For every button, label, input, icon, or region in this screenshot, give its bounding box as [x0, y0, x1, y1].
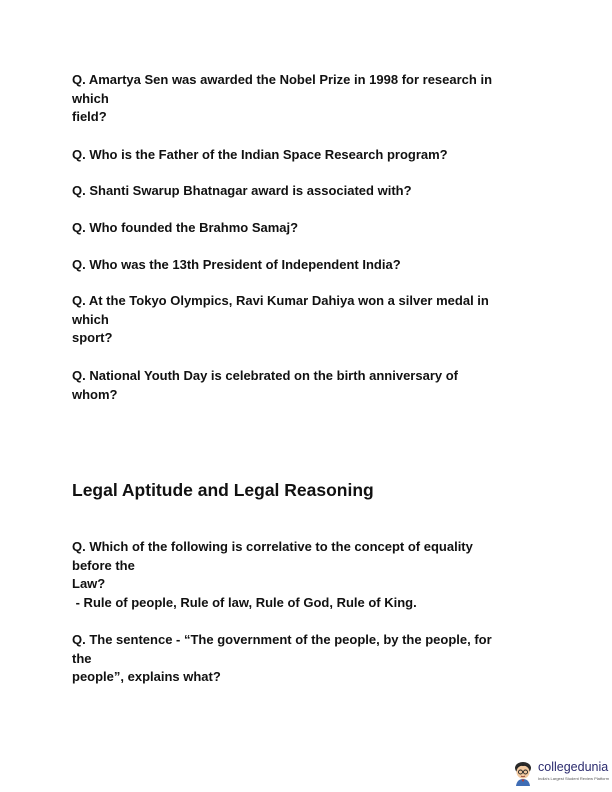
question-options: - Rule of people, Rule of law, Rule of God, Rule of King.: [72, 594, 417, 610]
question-line: Q. Who was the 13th President of Independent India?: [72, 257, 401, 272]
question-line: Q. Who is the Father of the Indian Space Research program?: [72, 147, 448, 162]
question-bhatnagar-award: [72, 182, 542, 201]
question-line: the: [72, 650, 92, 666]
question-line: Law?: [72, 576, 106, 591]
question-line: sport?: [72, 330, 113, 345]
question-line: Q. At the Tokyo Olympics, Ravi Kumar Dahiya won a silver medal in: [72, 293, 489, 308]
question-line: whom?: [72, 386, 118, 402]
logo-tagline: India's Largest Student Review Platform: [538, 776, 610, 781]
question-13th-president: [72, 256, 542, 275]
logo-wordmark: collegedunia: [538, 760, 609, 774]
question-government-of-the-people: [72, 631, 542, 687]
question-space-research: [72, 146, 542, 165]
question-tokyo-olympics: [72, 292, 542, 348]
question-line: Q. National Youth Day is celebrated on the birth anniversary of: [72, 368, 458, 383]
question-line: Q. Amartya Sen was awarded the Nobel Prize in 1998 for research in: [72, 72, 493, 87]
question-line: people”, explains what?: [72, 669, 221, 684]
section-heading: Legal Aptitude and Legal Reasoning: [72, 480, 374, 500]
question-equality-before-law: [72, 538, 542, 612]
question-line: Q. Who founded the Brahmo Samaj?: [72, 220, 299, 235]
question-line: which: [72, 311, 109, 327]
question-line: Q. The sentence - “The government of the people, by the people, for: [72, 632, 492, 647]
question-nobel-prize: [72, 71, 542, 127]
question-line: which: [72, 90, 109, 106]
question-brahmo-samaj: [72, 219, 542, 238]
question-line: before the: [72, 557, 135, 573]
question-line: Q. Which of the following is correlative to the concept of equality: [72, 539, 473, 554]
question-line: field?: [72, 109, 107, 124]
collegedunia-logo: [510, 758, 612, 788]
mascot-icon: [512, 760, 534, 786]
question-national-youth-day: [72, 367, 542, 404]
question-line: Q. Shanti Swarup Bhatnagar award is associated with?: [72, 183, 412, 198]
